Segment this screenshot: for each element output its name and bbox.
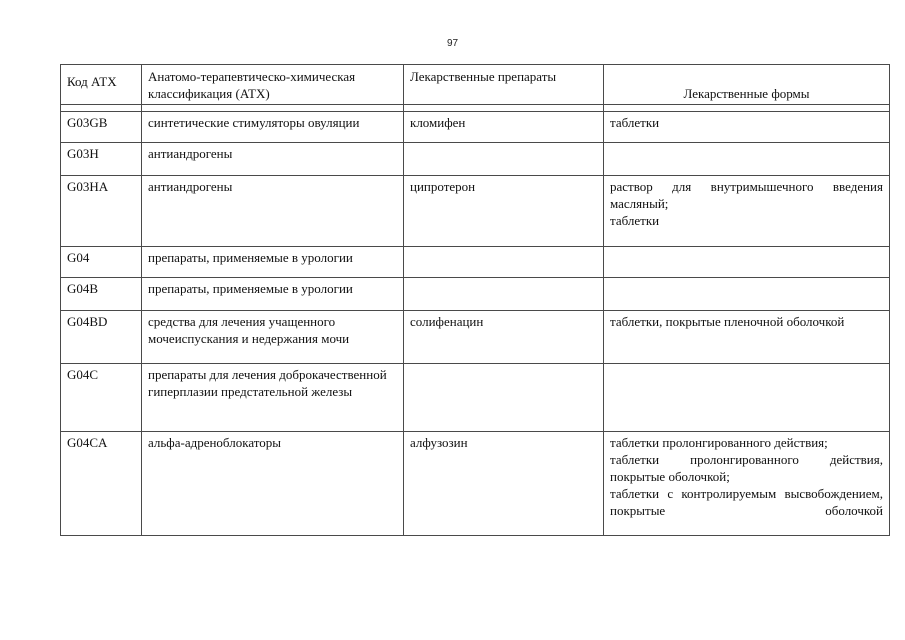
table-row xyxy=(61,247,890,278)
cell-classification: средства для лечения учащенного мочеиспускания и недержания мочи xyxy=(142,311,404,364)
table-row xyxy=(61,432,890,536)
cell-code: G04CA xyxy=(61,432,142,536)
form-line: таблетки, покрытые пленочной оболочкой xyxy=(610,314,845,329)
cell-drug xyxy=(404,364,604,432)
cell-code: G03HA xyxy=(61,176,142,247)
cell-forms xyxy=(604,364,890,432)
form-line: таблетки xyxy=(610,213,660,228)
form-line: таблетки пролонгированного действия, покрытые оболочкой; xyxy=(610,452,883,484)
cell-forms xyxy=(604,432,890,536)
cell-classification: препараты для лечения доброкачественной гиперплазии предстательной железы xyxy=(142,364,404,432)
cell-forms xyxy=(604,278,890,311)
table-row xyxy=(61,278,890,311)
cell-forms xyxy=(604,143,890,176)
cell-drug: солифенацин xyxy=(404,311,604,364)
cell-classification: препараты, применяемые в урологии xyxy=(142,247,404,278)
form-line: таблетки пролонгированного действия; xyxy=(610,435,828,450)
cell-code: G04BD xyxy=(61,311,142,364)
cell-code: G04B xyxy=(61,278,142,311)
cell-code: G04C xyxy=(61,364,142,432)
cell-drug xyxy=(404,278,604,311)
cell-classification: альфа-адреноблокаторы xyxy=(142,432,404,536)
form-line: таблетки xyxy=(610,115,660,130)
cell-classification: синтетические стимуляторы овуляции xyxy=(142,112,404,143)
cell-classification: препараты, применяемые в урологии xyxy=(142,278,404,311)
cell-drug xyxy=(404,143,604,176)
atx-table xyxy=(60,64,890,536)
cell-drug xyxy=(404,247,604,278)
header-spacer-row xyxy=(61,105,890,112)
table-row xyxy=(61,176,890,247)
cell-code: G03GB xyxy=(61,112,142,143)
form-line: раствор для внутримышечного введения масляный; xyxy=(610,179,883,211)
cell-drug: алфузозин xyxy=(404,432,604,536)
cell-classification: антиандрогены xyxy=(142,176,404,247)
cell-forms xyxy=(604,311,890,364)
page-number: 97 xyxy=(446,38,459,49)
table-row xyxy=(61,364,890,432)
cell-forms xyxy=(604,112,890,143)
cell-drug: ципротерон xyxy=(404,176,604,247)
form-line: таблетки с контролируемым высвобождением, покрытые оболочкой xyxy=(610,486,883,518)
header-forms: Лекарственные формы xyxy=(604,65,890,105)
header-classification: Анатомо-терапевтическо-химическая классификация (АТХ) xyxy=(142,65,404,105)
cell-classification: антиандрогены xyxy=(142,143,404,176)
table-body xyxy=(61,112,890,536)
header-drugs: Лекарственные препараты xyxy=(404,65,604,105)
cell-forms xyxy=(604,176,890,247)
table-row xyxy=(61,311,890,364)
header-code: Код АТХ xyxy=(61,65,142,105)
cell-drug: кломифен xyxy=(404,112,604,143)
table-header xyxy=(61,65,890,112)
cell-forms xyxy=(604,247,890,278)
cell-code: G03H xyxy=(61,143,142,176)
table-row xyxy=(61,112,890,143)
table-row xyxy=(61,143,890,176)
cell-code: G04 xyxy=(61,247,142,278)
